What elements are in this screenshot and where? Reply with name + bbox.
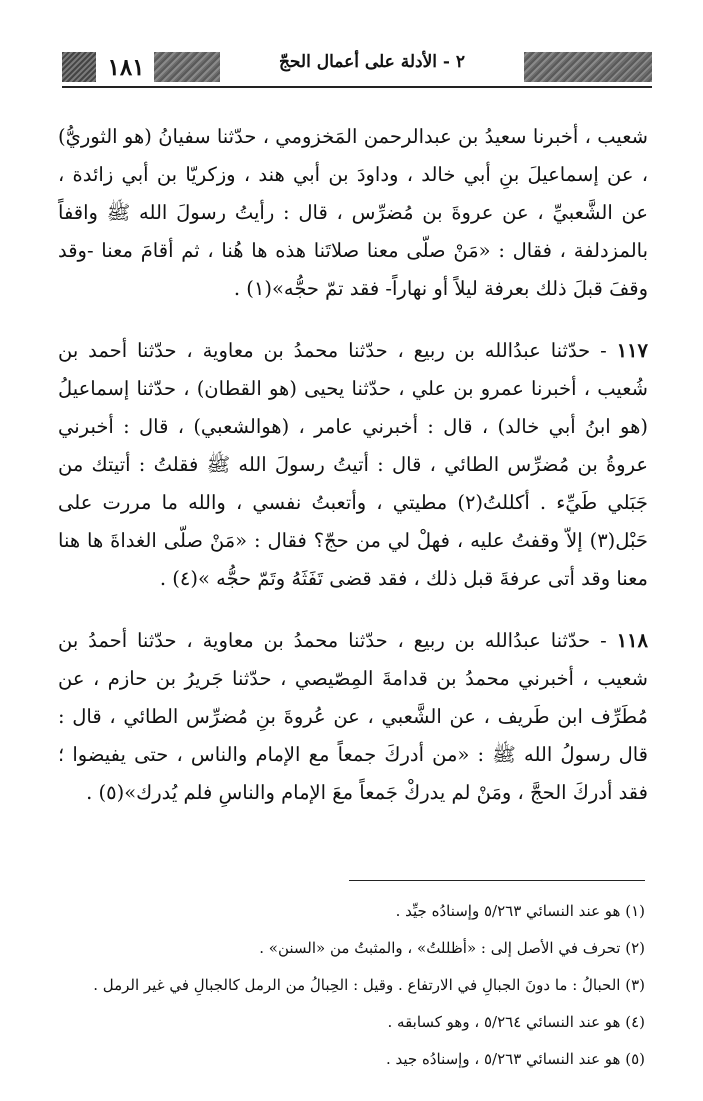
hadith-number: ١١٨ <box>616 629 648 652</box>
paragraph-text: شعيب ، أخبرنا سعيدُ بن عبدالرحمن المَخزومي ، حدّثنا سفيانُ (هو الثوريُّ) ، عن إسماعيلَ بنِ أبي خالد ، وداودَ بن أبي هند ، وزكريّا بن أبي زائدة ، عن الشَّعبيِّ ، عن عروةَ بن مُضرِّس ، قال : رأيتُ رسولَ الله ﷺ واقفاً بالمزدلفة ، فقال : «مَنْ صلّى معنا صلاتَنا هذه ها هُنا ، ثم أقامَ معنا -وقد وقفَ قبلَ ذلك بعرفة ليلاً أو نهاراً- فقد تمّ حجُّه»(١) . <box>58 125 648 300</box>
hadith-text: - حدّثنا عبدُالله بن ربيع ، حدّثنا محمدُ بن معاوية ، حدّثنا أحمدُ بن شعيب ، أخبرني محمدُ بن قدامةَ المِصّيصي ، حدّثنا جَريرُ بن حازم ، عن مُطَرِّف ابن طَريف ، عن الشَّعبي ، عن عُروةَ بنِ مُضرِّس الطائي ، قال : قال رسولُ الله ﷺ : «من أدركَ جمعاً مع الإمام والناس ، حتى يفيضوا ؛ فقد أدركَ الحجَّ ، ومَنْ لم يدركْ جَمعاً معَ الإمام والناسِ فلم يُدرك»(٥) . <box>58 629 648 804</box>
paragraph-continuation <box>58 118 648 308</box>
footnote-4: (٤) هو عند النسائي ٥/٢٦٤ ، وهو كسابقه . <box>387 1013 645 1031</box>
header-rule <box>62 86 652 88</box>
chapter-title: ٢ - الأدلة على أعمال الحجّ <box>278 52 466 72</box>
hadith-118 <box>58 622 648 812</box>
footnotes <box>55 893 645 1078</box>
hadith-number: ١١٧ <box>616 339 648 362</box>
footnote-5: (٥) هو عند النسائي ٥/٢٦٣ ، وإسنادُه جيد . <box>386 1050 645 1068</box>
footnote-2: (٢) تحرف في الأصل إلى : «أظللتُ» ، والمثبتُ من «السنن» . <box>259 939 645 957</box>
footnote-1: (١) هو عند النسائي ٥/٢٦٣ وإسنادُه جيِّد . <box>395 902 645 920</box>
main-text <box>58 118 648 812</box>
footnote-3: (٣) الحبالُ : ما دونَ الجبالِ في الارتفاع . وقيل : الحِبالُ من الرمل كالجبالِ في غير الرمل . <box>93 976 645 994</box>
header-decoration-right <box>524 52 652 82</box>
page-number: ١٨١ <box>107 54 145 81</box>
page-header <box>62 44 652 88</box>
header-decoration-middle <box>154 52 220 82</box>
header-decoration-left <box>62 52 96 82</box>
hadith-117 <box>58 332 648 598</box>
footnote-separator <box>349 880 645 881</box>
hadith-text: - حدّثنا عبدُالله بن ربيع ، حدّثنا محمدُ بن معاوية ، حدّثنا أحمد بن شُعيب ، أخبرنا عمرو بن علي ، حدّثنا يحيى (هو القطان) ، حدّثنا إسماعيلُ (هو ابنُ أبي خالد) ، قال : أخبرني عامر ، (هوالشعبي) ، قال : أخبرني عروةُ بن مُضرِّس الطائي ، قال : أتيتُ رسولَ الله ﷺ فقلتُ : أتيتك من جَبَلي طَيِّء . أكللتُ(٢) مطيتي ، وأتعبتُ نفسي ، والله ما مررت على حَبْل(٣) إلاّ وقفتُ عليه ، فهلْ لي من حجّ؟ فقال : «مَنْ صلّى الغداةَ ها هنا معنا وقد أتى عرفةَ قبل ذلك ، فقد قضى تَفَثَهُ وتَمّ حجُّه »(٤) . <box>58 339 648 590</box>
